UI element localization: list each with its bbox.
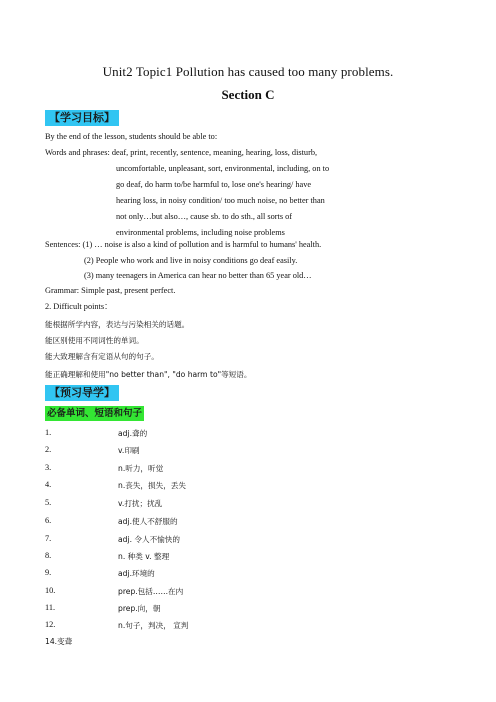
vocab-definition: v.打扰；扰乱: [118, 499, 163, 508]
vocab-definition: n.丧失，损失，丢失: [118, 481, 186, 490]
vocab-definition: prep.向，朝: [118, 604, 161, 613]
vocab-definition: adj.聋的: [118, 429, 148, 438]
words-line: environmental problems, including noise problems: [116, 228, 285, 237]
vocab-definition: adj.环境的: [118, 569, 155, 578]
vocab-number: 1.: [45, 428, 52, 437]
vocab-number: 11.: [45, 603, 56, 612]
vocab-definition: prep.包括……在内: [118, 587, 184, 596]
vocab-definition: adj. 令人不愉快的: [118, 535, 180, 544]
vocab-number: 3.: [45, 463, 52, 472]
vocab-number: 8.: [45, 551, 52, 560]
vocab-number: 12.: [45, 620, 56, 629]
vocab-definition: n.句子，判决， 宣判: [118, 621, 189, 630]
difficult-points-label: 2. Difficult points：: [45, 302, 113, 311]
objectives-heading: 【学习目标】: [45, 110, 119, 126]
vocab-definition: n. 种类 v. 整理: [118, 552, 170, 561]
vocab-number: 5.: [45, 498, 52, 507]
difficult-point: 能正确理解和使用"no better than", "do harm to"等短语。: [45, 370, 252, 379]
grammar-line: Grammar: Simple past, present perfect.: [45, 286, 176, 295]
words-line: go deaf, do harm to/be harmful to, lose one's hearing/ have: [116, 180, 312, 189]
sentences-label: Sentences: (1) … noise is also a kind of pollution and is harmful to humans' health.: [45, 240, 322, 249]
vocab-definition: n.听力，听觉: [118, 464, 164, 473]
vocab-number: 6.: [45, 516, 52, 525]
words-line: hearing loss, in noisy condition/ too much noise, no better than: [116, 196, 325, 205]
vocab-definition: adj.使人不舒服的: [118, 517, 178, 526]
words-label: Words and phrases: deaf, print, recently, sentence, meaning, hearing, loss, disturb,: [45, 148, 318, 157]
words-line: not only…but also…, cause sb. to do sth., all sorts of: [116, 212, 293, 221]
vocab-definition: v.印刷: [118, 446, 140, 455]
preview-heading: 【预习导学】: [45, 385, 119, 401]
section-title: Section C: [221, 87, 275, 102]
vocab-number: 10.: [45, 586, 56, 595]
vocab-number: 9.: [45, 568, 52, 577]
vocab-heading: 必备单词、短语和句子: [47, 408, 143, 419]
document-title: Unit2 Topic1 Pollution has caused too many problems.: [102, 64, 394, 79]
objectives-intro: By the end of the lesson, students should be able to:: [45, 132, 218, 141]
difficult-point: 能区别使用不同词性的单词。: [45, 336, 144, 345]
vocab-item-14: 14.变聋: [45, 637, 73, 646]
vocab-number: 2.: [45, 445, 52, 454]
vocab-number: 4.: [45, 480, 52, 489]
words-line: uncomfortable, unpleasant, sort, environmental, including, on to: [116, 164, 330, 173]
difficult-point: 能大致理解含有定语从句的句子。: [45, 352, 159, 361]
sentence-line: (2) People who work and live in noisy conditions go deaf easily.: [84, 256, 298, 265]
sentence-line: (3) many teenagers in America can hear no better than 65 year old…: [84, 271, 312, 280]
vocab-number: 7.: [45, 534, 52, 543]
difficult-point: 能根据所学内容，表达与污染相关的话题。: [45, 320, 190, 329]
